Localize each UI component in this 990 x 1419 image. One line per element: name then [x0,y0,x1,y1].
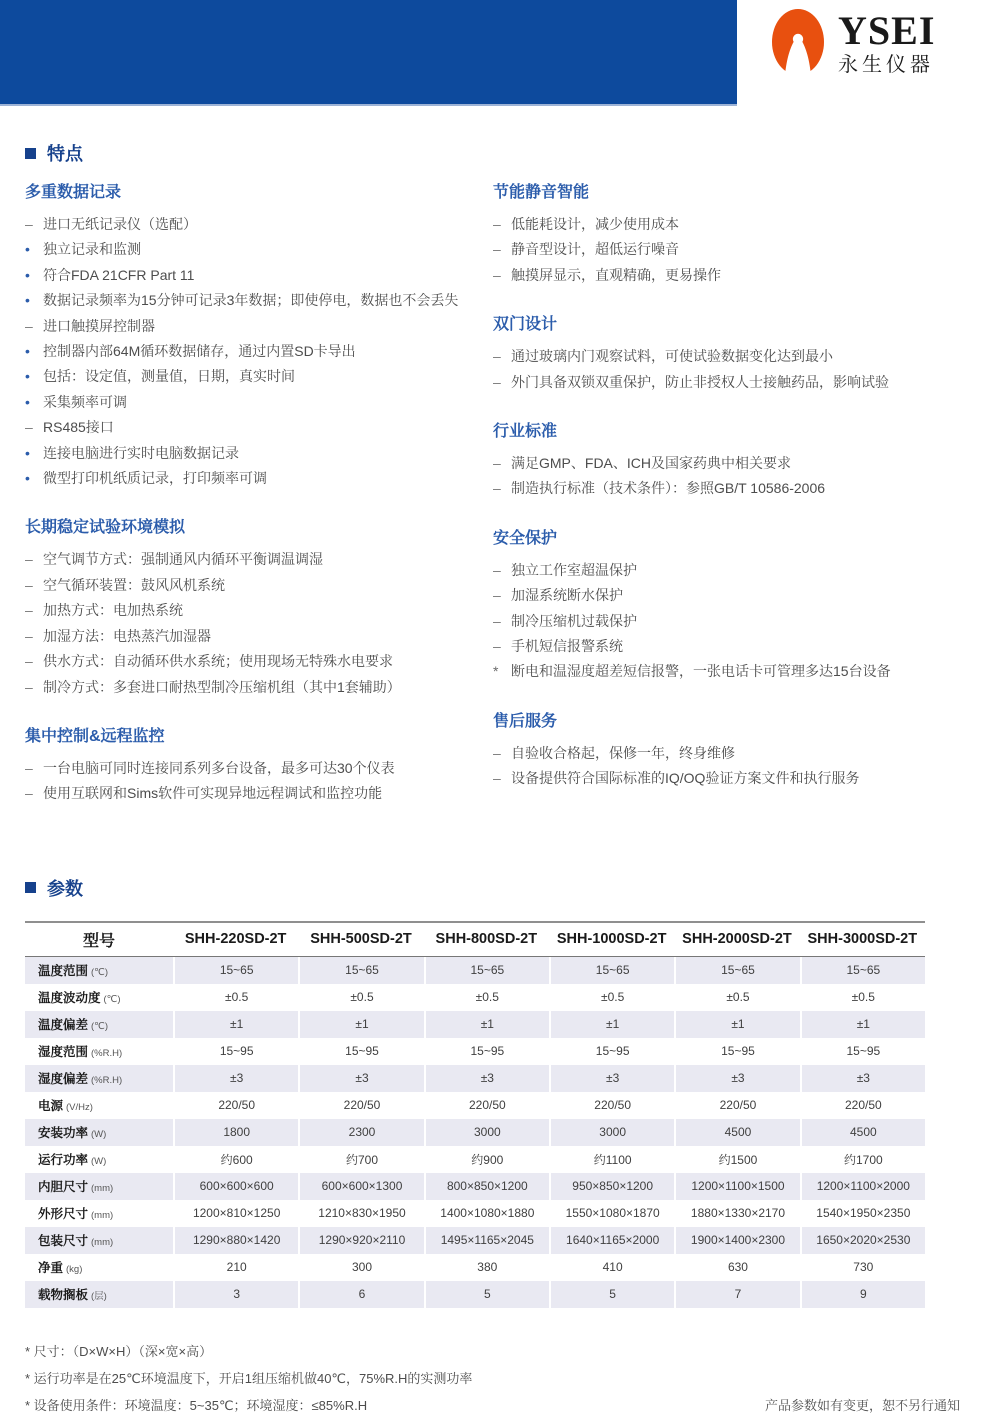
feature-item [25,441,493,466]
spec-cell: ±0.5 [549,984,674,1011]
spec-cell: 600×600×1300 [298,1173,423,1200]
spec-cell: 9 [800,1281,925,1308]
dash-bullet-icon: – [25,785,33,802]
spec-cell: 15~95 [173,1038,298,1065]
spec-cell: 约700 [298,1146,423,1173]
feature-item-text: 手机短信报警系统 [511,638,623,655]
spec-row-label [25,1092,173,1119]
feature-group-title: 长期稳定试验环境模拟 [25,519,186,537]
spec-cell: 1200×1100×1500 [674,1173,799,1200]
feature-item [493,212,965,237]
feature-item-text: 空气调节方式：强制通风内循环平衡调温调湿 [43,551,323,568]
feature-item [493,583,965,608]
feature-item-text: 断电和温湿度超差短信报警，一张电话卡可管理多达15台设备 [511,663,891,680]
dash-bullet-icon: – [25,602,33,619]
spec-row-unit: (kg) [66,1264,83,1276]
spec-cell: 15~65 [298,957,423,984]
spec-cell: 15~95 [298,1038,423,1065]
spec-cell: ±1 [800,1011,925,1038]
spec-col-header: SHH-1000SD-2T [549,921,674,957]
spec-row [25,984,925,1011]
feature-item-text: 采集频率可调 [43,393,127,410]
spec-cell: 220/50 [298,1092,423,1119]
feature-item [493,634,965,659]
feature-item-text: 制冷方式：多套进口耐热型制冷压缩机组（其中1套辅助） [43,678,401,695]
spec-cell: ±0.5 [800,984,925,1011]
dash-bullet-icon: – [493,561,501,578]
spec-row-label-text: 载物搁板 [38,1288,89,1303]
feature-item [25,237,493,262]
spec-cell: 约1700 [800,1146,925,1173]
spec-cell: 4500 [674,1119,799,1146]
spec-cell: 5 [549,1281,674,1308]
spec-cell: 220/50 [674,1092,799,1119]
feature-list [493,558,965,685]
footnotes [25,1338,960,1419]
feature-item-text: 满足GMP、FDA、ICH及国家药典中相关要求 [511,455,791,472]
feature-item [25,263,493,288]
spec-cell: 15~65 [549,957,674,984]
spec-row-label-text: 湿度偏差 [38,1072,89,1087]
spec-row-label-text: 安装功率 [38,1126,89,1141]
feature-item [493,766,965,791]
spec-cell: 410 [549,1254,674,1281]
spec-row-label [25,1200,173,1227]
feature-item-text: 一台电脑可同时连接同系列多台设备，最多可达30个仪表 [43,759,395,776]
features-title-text: 特点 [47,144,83,164]
spec-cell: 6 [298,1281,423,1308]
feature-item-text: 独立记录和监测 [43,241,141,258]
feature-item-text: RS485接口 [43,419,114,436]
spec-cell: 15~65 [800,957,925,984]
spec-row [25,1200,925,1227]
feature-item-text: 控制器内部64M循环数据储存，通过内置SD卡导出 [43,343,356,360]
spec-cell: 730 [800,1254,925,1281]
spec-cell: 800×850×1200 [424,1173,549,1200]
spec-cell: 15~95 [800,1038,925,1065]
brand-logo-text-block [838,10,935,78]
spec-cell: 300 [298,1254,423,1281]
feature-item-text: 加热方式：电加热系统 [43,602,183,619]
spec-cell: 600×600×600 [173,1173,298,1200]
spec-cell: 约1100 [549,1146,674,1173]
feature-item-text: 微型打印机纸质记录，打印频率可调 [43,470,267,487]
spec-row [25,1281,925,1308]
spec-cell: ±1 [549,1011,674,1038]
feature-item [25,756,493,781]
spec-row [25,1065,925,1092]
dash-bullet-icon: – [25,576,33,593]
spec-cell: 220/50 [800,1092,925,1119]
feature-list [25,547,493,699]
spec-col-header: SHH-800SD-2T [424,921,549,957]
feature-group-title: 集中控制&远程监控 [25,727,165,745]
spec-table [25,921,925,1308]
spec-cell: 2300 [298,1119,423,1146]
brand-logo-text: YSEI [838,8,936,53]
spec-cell: 约900 [424,1146,549,1173]
feature-group-title: 行业标准 [493,423,558,441]
feature-item [493,237,965,262]
features-right-column [493,182,965,833]
spec-cell: 15~65 [424,957,549,984]
dot-bullet-icon: • [25,368,30,385]
brand-logo-flame-icon [772,8,824,78]
dot-bullet-icon: • [25,241,30,258]
feature-item-text: 空气循环装置：鼓风风机系统 [43,576,225,593]
spec-cell: 约600 [173,1146,298,1173]
dash-bullet-icon: – [25,759,33,776]
spec-row [25,1227,925,1254]
footnote-line: * 设备使用条件：环境温度：5~35℃；环境湿度：≤85%R.H [25,1397,368,1413]
spec-col-header: SHH-220SD-2T [173,921,298,957]
dot-bullet-icon: • [25,343,30,360]
feature-item [25,649,493,674]
feature-item [25,781,493,806]
feature-item-text: 设备提供符合国际标准的IQ/OQ验证方案文件和执行服务 [511,770,860,787]
spec-cell: ±1 [173,1011,298,1038]
spec-cell: 630 [674,1254,799,1281]
spec-cell: 210 [173,1254,298,1281]
spec-row-unit: (℃) [91,967,109,979]
spec-row-unit: (mm) [91,1183,114,1195]
spec-row-label [25,1227,173,1254]
spec-row-label-text: 净重 [38,1261,64,1276]
dot-bullet-icon: • [25,444,30,461]
feature-item-text: 外门具备双锁双重保护，防止非授权人士接触药品，影响试验 [511,373,889,390]
feature-item [493,476,965,501]
dash-bullet-icon: – [493,587,501,604]
feature-group [493,528,965,685]
spec-cell: ±3 [549,1065,674,1092]
spec-cell: 220/50 [424,1092,549,1119]
spec-cell: 1290×920×2110 [298,1227,423,1254]
feature-group-title: 售后服务 [493,712,558,730]
feature-item-text: 连接电脑进行实时电脑数据记录 [43,444,239,461]
spec-row-unit: (℃) [103,994,121,1006]
dash-bullet-icon: – [493,266,501,283]
feature-list [493,451,965,502]
feature-group-title: 双门设计 [493,316,558,334]
dash-bullet-icon: – [25,216,33,232]
feature-group [493,314,965,395]
spec-cell: 1550×1080×1870 [549,1200,674,1227]
spec-row-label-text: 湿度范围 [38,1045,89,1060]
spec-cell: 15~65 [173,957,298,984]
spec-row-label [25,1146,173,1173]
spec-row [25,1011,925,1038]
spec-row-label [25,1281,173,1308]
feature-list [493,344,965,395]
spec-cell: 15~95 [424,1038,549,1065]
spec-cell: 380 [424,1254,549,1281]
feature-group [25,726,493,807]
spec-cell: 15~95 [549,1038,674,1065]
feature-item [493,558,965,583]
feature-item [493,741,965,766]
feature-item [25,339,493,364]
feature-item-text: 通过玻璃内门观察试料，可使试验数据变化达到最小 [511,348,833,365]
footnote-line: * 运行功率是在25℃环境温度下，开启1组压缩机做40℃，75%R.H的实测功率 [25,1370,473,1386]
spec-header-row [25,921,925,957]
spec-cell: 3000 [424,1119,549,1146]
disclaimer-text: 产品参数如有变更，恕不另行通知 [764,1397,960,1413]
feature-item [25,598,493,623]
spec-row-label-text: 温度范围 [38,964,89,979]
feature-item [25,624,493,649]
dash-bullet-icon: – [25,551,33,568]
section-marker-square-icon [25,148,36,159]
spec-cell: 1400×1080×1880 [424,1200,549,1227]
spec-row [25,957,925,984]
spec-cell: ±3 [298,1065,423,1092]
specs-section [25,875,965,1419]
feature-item [493,609,965,634]
dash-bullet-icon: – [25,678,33,695]
spec-row-label [25,1173,173,1200]
spec-cell: 1200×1100×2000 [800,1173,925,1200]
feature-group-title: 节能静音智能 [493,184,590,201]
spec-cell: 约1500 [674,1146,799,1173]
spec-row-unit: (mm) [91,1210,114,1222]
spec-cell: 1640×1165×2000 [549,1227,674,1254]
spec-cell: ±1 [674,1011,799,1038]
spec-cell: 3 [173,1281,298,1308]
spec-cell: 1495×1165×2045 [424,1227,549,1254]
dash-bullet-icon: – [25,653,33,670]
spec-cell: 15~65 [674,957,799,984]
feature-item [25,314,493,339]
feature-item-text: 低能耗设计，减少使用成本 [511,216,679,232]
spec-cell: ±0.5 [424,984,549,1011]
feature-item [25,415,493,440]
specs-section-title [25,875,965,901]
spec-cell: ±0.5 [173,984,298,1011]
spec-row [25,1254,925,1281]
spec-cell: 1650×2020×2530 [800,1227,925,1254]
spec-cell: 1290×880×1420 [173,1227,298,1254]
feature-list [25,756,493,807]
spec-col-header: SHH-3000SD-2T [800,921,925,957]
dot-bullet-icon: • [25,470,30,487]
spec-row-unit: (%R.H) [91,1075,123,1087]
specs-title-text: 参数 [47,878,83,899]
spec-row-label [25,1038,173,1065]
spec-row-unit: (mm) [91,1237,114,1249]
spec-row-label-text: 温度波动度 [38,991,101,1006]
spec-cell: 1880×1330×2170 [674,1200,799,1227]
spec-cell: ±3 [674,1065,799,1092]
feature-item-text: 供水方式：自动循环供水系统；使用现场无特殊水电要求 [43,653,393,670]
spec-cell: 220/50 [173,1092,298,1119]
spec-cell: 1900×1400×2300 [674,1227,799,1254]
spec-row [25,1092,925,1119]
spec-cell: 950×850×1200 [549,1173,674,1200]
feature-item-text: 符合FDA 21CFR Part 11 [43,266,195,283]
feature-list [493,741,965,792]
features-section-title [25,140,965,166]
spec-row-label [25,1254,173,1281]
spec-cell: 5 [424,1281,549,1308]
spec-row-label-text: 包装尺寸 [38,1234,89,1249]
spec-cell: ±3 [173,1065,298,1092]
footnote-line: * 尺寸：（D×W×H）（深×宽×高） [25,1343,213,1359]
feature-item [493,659,965,684]
spec-cell: ±0.5 [298,984,423,1011]
feature-item [493,344,965,369]
spec-row-label-text: 电源 [38,1099,64,1114]
spec-cell: 1800 [173,1119,298,1146]
spec-row-unit: (%R.H) [91,1048,123,1060]
spec-row-label [25,1011,173,1038]
spec-cell: 7 [674,1281,799,1308]
spec-row-unit: (W) [91,1156,107,1168]
feature-item [25,212,493,237]
spec-row [25,1038,925,1065]
dash-bullet-icon: – [493,638,501,655]
spec-cell: ±0.5 [674,984,799,1011]
spec-cell: 4500 [800,1119,925,1146]
spec-row-unit: (℃) [91,1021,109,1033]
spec-row-unit: (W) [91,1129,107,1141]
brand-logo-subtext: 永生仪器 [838,54,934,76]
feature-item [25,547,493,572]
feature-item [25,364,493,389]
spec-col-header: SHH-500SD-2T [298,921,423,957]
spec-cell: ±3 [424,1065,549,1092]
dash-bullet-icon: – [493,455,501,472]
feature-group [25,182,493,491]
spec-row [25,1119,925,1146]
feature-item-text: 制冷压缩机过载保护 [511,612,637,629]
spec-cell: 220/50 [549,1092,674,1119]
dot-bullet-icon: • [25,292,30,309]
dash-bullet-icon: – [25,419,33,436]
dash-bullet-icon: – [493,216,501,232]
feature-group [25,517,493,699]
spec-row-unit: (层) [91,1291,107,1303]
dash-bullet-icon: – [493,612,501,629]
spec-col-header: SHH-2000SD-2T [674,921,799,957]
features-section [25,140,965,833]
feature-group-title: 多重数据记录 [25,184,122,201]
dash-bullet-icon: – [25,627,33,644]
feature-item-text: 使用互联网和Sims软件可实现异地远程调试和监控功能 [43,785,383,802]
dash-bullet-icon: – [493,744,501,761]
brand-logo [772,8,935,78]
section-marker-square-icon [25,882,36,893]
feature-list [25,212,493,491]
dash-bullet-icon: – [493,373,501,390]
header-blue-bar [0,0,737,106]
dash-bullet-icon: – [493,348,501,365]
dash-bullet-icon: – [25,317,33,334]
spec-cell: 3000 [549,1119,674,1146]
spec-row-label-text: 运行功率 [38,1153,89,1168]
spec-cell: 1210×830×1950 [298,1200,423,1227]
star-bullet-icon: * [493,663,499,680]
spec-row-label [25,957,173,984]
spec-cell: ±1 [298,1011,423,1038]
feature-group [493,182,965,288]
feature-item-text: 制造执行标准（技术条件）：参照GB/T 10586-2006 [511,480,826,497]
dash-bullet-icon: – [493,241,501,258]
spec-cell: 1540×1950×2350 [800,1200,925,1227]
feature-item [25,466,493,491]
feature-group-title: 安全保护 [493,529,558,547]
spec-cell: 15~95 [674,1038,799,1065]
feature-item-text: 数据记录频率为15分钟可记录3年数据；即使停电，数据也不会丢失 [43,292,459,309]
feature-item [25,675,493,700]
features-left-column [25,182,493,833]
spec-row-label-text: 内胆尺寸 [38,1180,89,1195]
feature-item [493,451,965,476]
features-columns [25,182,965,833]
spec-cell: ±3 [800,1065,925,1092]
dash-bullet-icon: – [493,770,501,787]
feature-item [25,390,493,415]
spec-row [25,1146,925,1173]
spec-row-label-text: 温度偏差 [38,1018,89,1033]
dot-bullet-icon: • [25,393,30,410]
feature-item-text: 加湿系统断水保护 [511,587,623,604]
feature-item [493,263,965,288]
feature-list [493,212,965,288]
spec-row-label-text: 外形尺寸 [38,1207,89,1222]
feature-item [493,370,965,395]
feature-item-text: 静音型设计，超低运行噪音 [511,241,679,258]
spec-row-label [25,984,173,1011]
feature-item-text: 进口触摸屏控制器 [43,317,155,334]
feature-item [25,573,493,598]
spec-row-label [25,1065,173,1092]
feature-item-text: 包括：设定值，测量值，日期，真实时间 [43,368,295,385]
feature-item-text: 自验收合格起，保修一年，终身维修 [511,744,735,761]
spec-row-label [25,1119,173,1146]
feature-item-text: 独立工作室超温保护 [511,561,637,578]
dash-bullet-icon: – [493,480,501,497]
feature-item-text: 加湿方法：电热蒸汽加湿器 [43,627,211,644]
page-content [25,140,965,1419]
feature-item-text: 触摸屏显示，直观精确，更易操作 [511,266,721,283]
feature-group [493,421,965,502]
spec-row-unit: (V/Hz) [66,1102,93,1114]
feature-item [25,288,493,313]
spec-col-header-model: 型号 [25,921,173,957]
spec-row [25,1173,925,1200]
spec-cell: 1200×810×1250 [173,1200,298,1227]
feature-group [493,711,965,792]
feature-item-text: 进口无纸记录仪（选配） [43,216,197,232]
spec-cell: ±1 [424,1011,549,1038]
dot-bullet-icon: • [25,266,30,283]
